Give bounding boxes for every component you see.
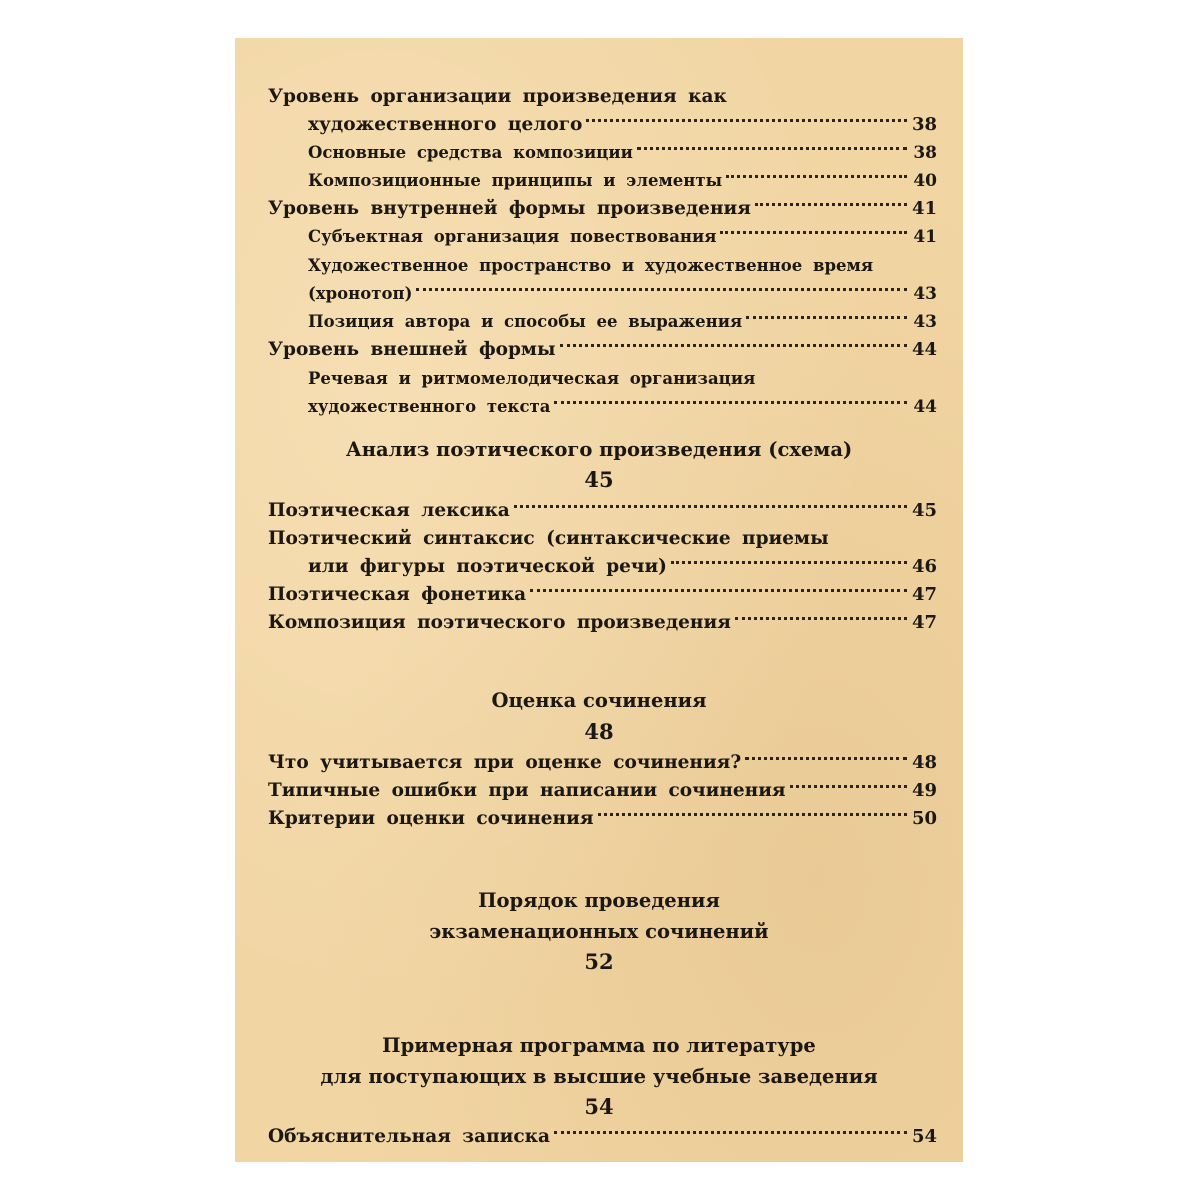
dot-leader bbox=[554, 401, 907, 404]
section-page-number: 45 bbox=[584, 467, 614, 492]
toc-page-number: 54 bbox=[911, 1126, 937, 1147]
toc-entry bbox=[235, 335, 963, 365]
toc-page-number: 44 bbox=[911, 339, 937, 360]
toc-page-number: 40 bbox=[913, 171, 937, 191]
toc-entry-text: или фигуры поэтической речи) bbox=[308, 556, 667, 577]
dot-leader bbox=[586, 119, 907, 122]
toc-entry bbox=[235, 1122, 963, 1152]
dot-leader bbox=[745, 757, 907, 760]
toc-page-number: 44 bbox=[913, 397, 937, 417]
toc-entry-text: Поэтический синтаксис (синтаксические приемы bbox=[268, 528, 829, 549]
toc-entry bbox=[235, 251, 963, 281]
toc-entry-text: Субъектная организация повествования bbox=[308, 227, 717, 246]
dot-leader bbox=[560, 344, 907, 347]
dot-leader bbox=[598, 813, 908, 816]
toc-page-number: 47 bbox=[911, 612, 937, 633]
toc-entry bbox=[235, 279, 963, 309]
toc-entry bbox=[235, 580, 963, 610]
dot-leader bbox=[755, 203, 907, 206]
toc-entry bbox=[235, 496, 963, 526]
dot-leader bbox=[720, 231, 907, 234]
toc-entry bbox=[235, 804, 963, 834]
section-heading: для поступающих в высшие учебные заведения bbox=[320, 1065, 878, 1088]
dot-leader bbox=[746, 316, 907, 319]
dot-leader bbox=[416, 288, 907, 291]
toc-entry bbox=[235, 110, 963, 140]
toc-entry-text: Основные средства композиции bbox=[308, 143, 633, 162]
section-heading: Оценка сочинения bbox=[491, 689, 707, 712]
toc-entry-text: Композиция поэтического произведения bbox=[268, 612, 731, 633]
toc-entry-text: Что учитывается при оценке сочинения? bbox=[268, 752, 742, 773]
toc-entry-text: Поэтическая фонетика bbox=[268, 584, 527, 605]
toc-entry-text: Уровень организации произведения как bbox=[268, 86, 727, 107]
dot-leader bbox=[790, 785, 907, 788]
toc-entry-text: Критерии оценки сочинения bbox=[268, 808, 594, 829]
toc-entry-text: Композиционные принципы и элементы bbox=[308, 171, 723, 190]
toc-page-number: 41 bbox=[913, 227, 937, 247]
toc-page-number: 41 bbox=[911, 198, 937, 219]
toc-entry bbox=[235, 222, 963, 252]
toc-entry-text: Художественное пространство и художественное время bbox=[308, 256, 874, 275]
toc-entry bbox=[235, 307, 963, 337]
section-page-number: 52 bbox=[584, 949, 614, 974]
toc-page-number: 43 bbox=[913, 284, 937, 304]
toc-entry bbox=[235, 392, 963, 422]
toc-entry bbox=[235, 364, 963, 394]
section-page-number: 54 bbox=[584, 1094, 614, 1119]
toc-entry bbox=[235, 524, 963, 554]
toc-page-number: 46 bbox=[911, 556, 937, 577]
toc-page-number: 48 bbox=[911, 752, 937, 773]
toc-page-number: 50 bbox=[911, 808, 937, 829]
section-heading: Примерная программа по литературе bbox=[382, 1034, 816, 1057]
toc-entry-text: художественного текста bbox=[308, 397, 551, 416]
book-page bbox=[235, 38, 963, 1162]
dot-leader bbox=[514, 505, 907, 508]
section-heading: Анализ поэтического произведения (схема) bbox=[345, 438, 853, 461]
toc-entry-text: Уровень внутренней формы произведения bbox=[268, 198, 751, 219]
toc-page-number: 43 bbox=[913, 312, 937, 332]
section-page-number: 48 bbox=[584, 719, 614, 744]
toc-page-number: 38 bbox=[913, 143, 937, 163]
toc-entry bbox=[235, 776, 963, 806]
toc-entry bbox=[235, 608, 963, 638]
toc-entry bbox=[235, 138, 963, 168]
toc-entry-text: Поэтическая лексика bbox=[268, 500, 510, 521]
toc-entry bbox=[235, 166, 963, 196]
dot-leader bbox=[637, 147, 907, 150]
section-heading: экзаменационных сочинений bbox=[429, 920, 769, 943]
toc-entry-text: Позиция автора и способы ее выражения bbox=[308, 312, 743, 331]
toc-page-number: 47 bbox=[911, 584, 937, 605]
toc-entry-text: Типичные ошибки при написании сочинения bbox=[268, 780, 786, 801]
toc-entry-text: (хронотоп) bbox=[308, 284, 413, 303]
toc-page-number: 49 bbox=[911, 780, 937, 801]
toc-entry bbox=[235, 552, 963, 582]
dot-leader bbox=[735, 617, 907, 620]
dot-leader bbox=[671, 561, 907, 564]
toc-entry-text: Речевая и ритмомелодическая организация bbox=[308, 369, 756, 388]
section-heading: Порядок проведения bbox=[478, 889, 720, 912]
toc-entry bbox=[235, 748, 963, 778]
dot-leader bbox=[554, 1131, 907, 1134]
toc-entry-text: художественного целого bbox=[308, 114, 583, 135]
toc-entry-text: Уровень внешней формы bbox=[268, 339, 556, 360]
toc-page-number: 45 bbox=[911, 500, 937, 521]
toc-entry-text: Объяснительная записка bbox=[268, 1126, 550, 1147]
toc-page-number: 38 bbox=[911, 114, 937, 135]
toc-entry bbox=[235, 194, 963, 224]
toc-entry bbox=[235, 82, 963, 112]
dot-leader bbox=[726, 175, 907, 178]
dot-leader bbox=[530, 589, 907, 592]
